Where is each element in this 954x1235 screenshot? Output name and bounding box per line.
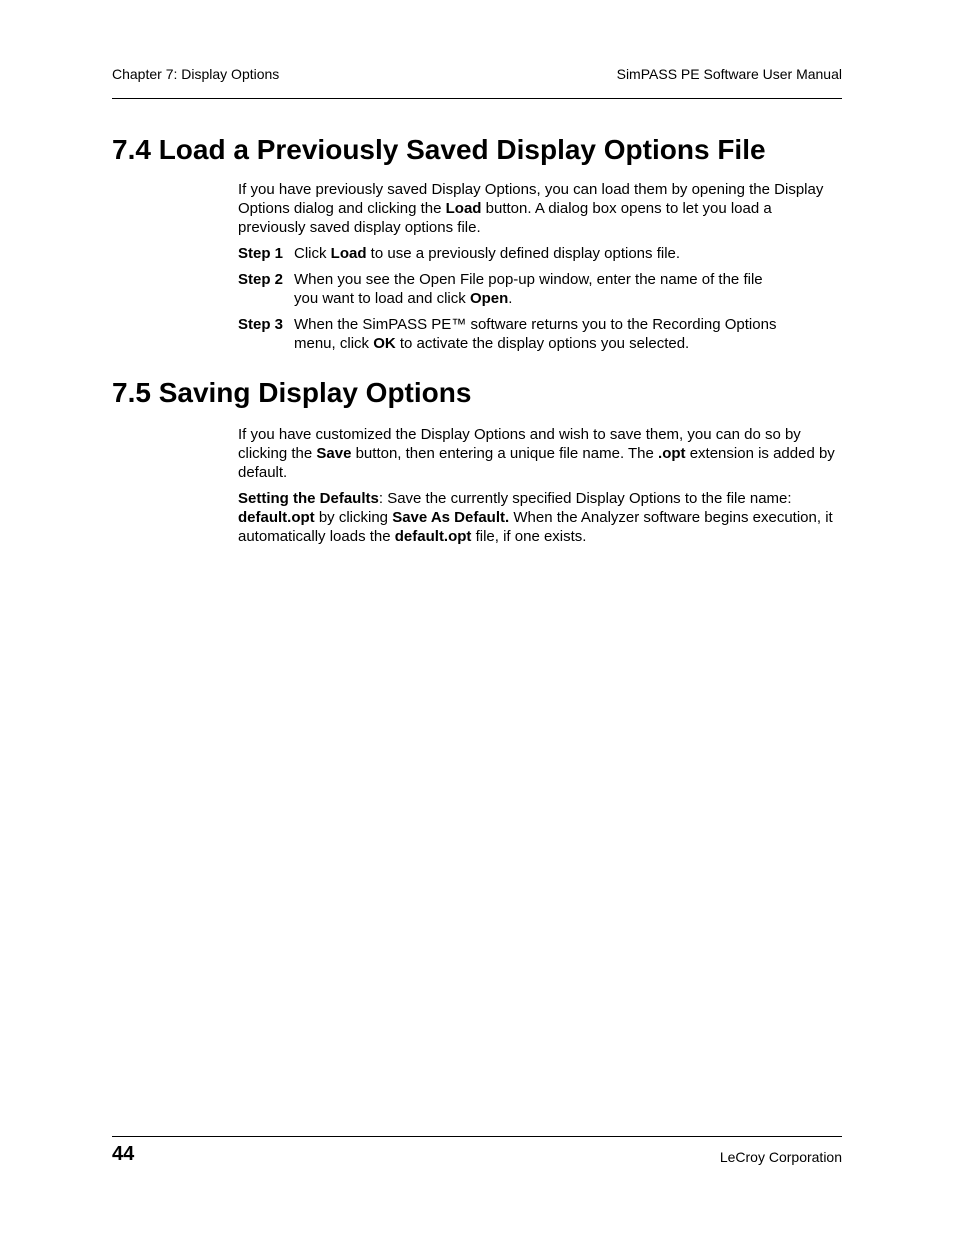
step-text-part: When the SimPASS PE™ software returns you to the Recording Options menu, click xyxy=(294,316,777,352)
para-text: If you have customized the Display Options and wish to save them, you can do so by clicking the xyxy=(238,426,801,462)
page-number: 44 xyxy=(112,1143,135,1165)
setting-defaults-emphasis: Setting the Defaults xyxy=(238,490,379,507)
step-text xyxy=(294,270,842,308)
intro-text-cont: button. A dialog box opens to let you load a previously saved display options file. xyxy=(238,200,772,236)
step-text xyxy=(294,315,842,353)
step-text-part: When you see the Open File pop-up window, enter the name of the file you want to load and click xyxy=(294,271,763,307)
section-7-5-para-2 xyxy=(238,489,842,546)
section-title-7-4: 7.4 Load a Previously Saved Display Options File xyxy=(112,134,766,165)
para-text: extension is added by default. xyxy=(238,445,835,481)
para-text: file, if one exists. xyxy=(471,528,587,545)
step-text-part: Click xyxy=(294,245,331,262)
chapter-title: Chapter 7: Display Options xyxy=(112,66,280,82)
step-label: Step 3 xyxy=(238,316,284,333)
section-7-4-intro xyxy=(238,180,842,237)
step-3 xyxy=(238,315,842,353)
para-text: by clicking xyxy=(314,509,393,526)
save-emphasis: Save xyxy=(316,445,352,462)
page-footer xyxy=(112,1136,842,1177)
load-emphasis: Load xyxy=(445,200,482,217)
step-emphasis: Load xyxy=(330,245,367,262)
section-7-4-body xyxy=(238,180,842,360)
step-1 xyxy=(238,244,842,263)
intro-text: If you have previously saved Display Options, you can load them by opening the Display Options dialog and clicking the xyxy=(238,181,824,217)
manual-title: SimPASS PE Software User Manual xyxy=(616,66,842,82)
step-label: Step 1 xyxy=(238,245,284,262)
section-7-5-body xyxy=(238,425,842,553)
page-header xyxy=(112,64,842,99)
default-opt-emphasis: default.opt xyxy=(238,509,315,526)
default-opt-emphasis: default.opt xyxy=(394,528,472,545)
step-text-part: to use a previously defined display options file. xyxy=(366,245,681,262)
step-label: Step 2 xyxy=(238,271,284,288)
step-text-part: to activate the display options you selected. xyxy=(395,335,690,352)
para-text: When the Analyzer software begins execution, it automatically loads the xyxy=(238,509,833,545)
company-name: LeCroy Corporation xyxy=(719,1149,842,1165)
para-text: : Save the currently specified Display Options to the file name: xyxy=(378,490,792,507)
section-7-5-para-1 xyxy=(238,425,842,482)
step-emphasis: Open xyxy=(469,290,509,307)
para-text: button, then entering a unique file name. The xyxy=(351,445,659,462)
save-as-default-emphasis: Save As Default. xyxy=(392,509,510,526)
step-2 xyxy=(238,270,842,308)
step-text-part: . xyxy=(508,290,513,307)
step-emphasis: OK xyxy=(373,335,396,352)
section-title-7-5: 7.5 Saving Display Options xyxy=(112,377,472,408)
step-text xyxy=(294,244,842,263)
opt-emphasis: .opt xyxy=(658,445,686,462)
